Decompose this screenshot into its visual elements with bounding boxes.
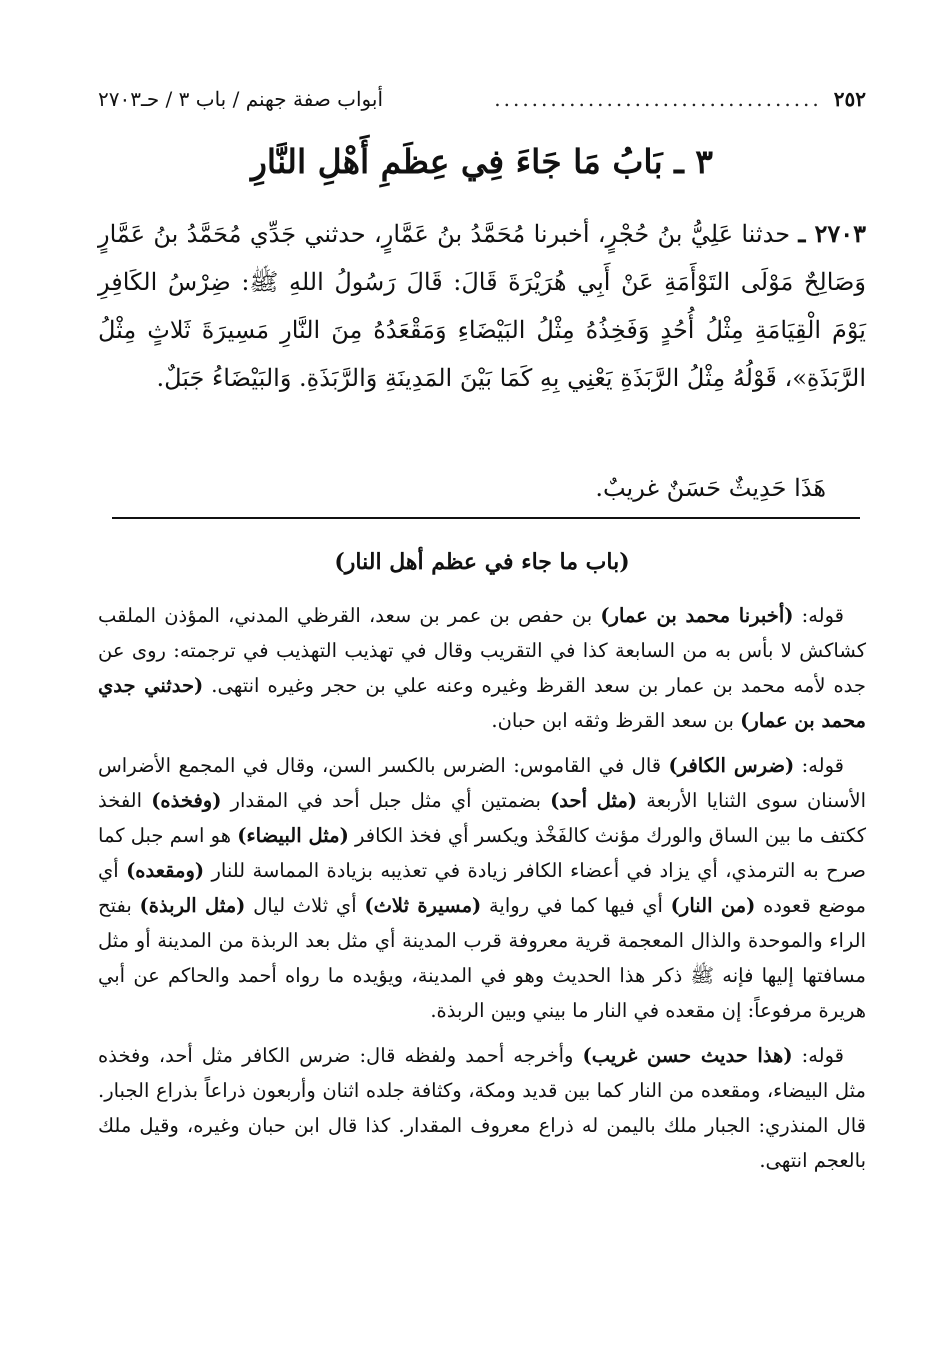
commentary-title: (باب ما جاء في عظم أهل النار) (334, 549, 630, 575)
commentary-quote: (مثل الربذة) (139, 894, 246, 917)
commentary-lead: قوله: (792, 1044, 845, 1067)
commentary-quote: (أخبرنا محمد بن عمار) (600, 604, 794, 627)
hadith-text (98, 210, 866, 402)
running-header (98, 82, 866, 116)
page-number: ٢٥٢ (833, 87, 866, 111)
commentary-quote: (مثل أحد) (550, 789, 638, 812)
commentary-paragraph (98, 748, 866, 1028)
commentary-text: أي موضع قعوده (98, 859, 866, 917)
commentary-text: بضمتين أي مثل جبل أحد في المقدار (221, 789, 551, 812)
running-header-title: أبواب صفة جهنم / باب ٣ / حـ٢٧٠٣ (98, 87, 384, 111)
commentary-quote: (حدثني جدي محمد بن عمار) (98, 674, 866, 732)
commentary-quote: (من النار) (670, 894, 756, 917)
leader-dots: ................................... (494, 87, 822, 111)
commentary-quote: (ضرس الكافر) (668, 754, 795, 777)
chapter-title: ٣ ـ بَابُ مَا جَاءَ فِي عِظَمِ أَهْلِ النَّارِ (250, 142, 714, 181)
commentary-lead: قوله: (793, 604, 844, 627)
commentary-text: بن سعد القرظ وثقه ابن حبان. (491, 709, 741, 732)
hadith-paragraph (98, 210, 866, 402)
commentary-quote: (هذا حديث حسن غريب) (582, 1044, 793, 1067)
commentary-paragraph (98, 598, 866, 738)
commentary-paragraph (98, 1038, 866, 1178)
commentary-text: أي فيها كما في رواية (481, 894, 671, 917)
commentary-text: هو اسم جبل كما صرح به الترمذي، أي يزاد في أعضاء الكافر زيادة في تعذيبه بزيادة المماسة للنار (98, 824, 866, 882)
hadith-grade: هَذَا حَدِيثٌ حَسَنٌ غريبٌ. (595, 474, 826, 502)
commentary-lead: قوله: (794, 754, 845, 777)
commentary-text: بن حفص بن عمر بن سعد، القرظي المدني، المؤذن الملقب كشاكش لا بأس به من السابعة كذا في التقريب وقال في تهذيب التهذيب في ترجمته: روى عن جده لأمه محمد بن عمار بن سعد القرظ وغيره وعنه علي بن حجر وغيره انتهى. (98, 604, 866, 697)
commentary-quote: (ومقعده) (126, 859, 205, 882)
hadith-number: ٢٧٠٣ ـ (798, 219, 866, 248)
hadith-body: حدثنا عَلِيُّ بنُ حُجْرٍ، أخبرنا مُحَمَّدُ بنُ عَمَّارٍ، حدثني جَدِّي مُحَمَّدُ بنُ عَمَّارٍ وَصَالِحٌ مَوْلَى التَوْأَمَةِ عَنْ أَبِي هُرَيْرَةَ قَالَ: قَالَ رَسُولُ اللهِ ﷺ: ضِرْسُ الكَافِرِ يَوْمَ الْقِيَامَةِ مِثْلُ أُحُدٍ وَفَخِذُهُ مِثْلُ البَيْضَاءِ وَمَقْعَدُهُ مِنَ النَّارِ مَسِيرَةَ ثَلاثٍ مِثْلُ الرَّبَذَةِ»، قَوْلُهُ مِثْلُ الرَّبَذَةِ يَعْنِي بِهِ كَمَا بَيْنَ المَدِينَةِ وَالرَّبَذَةِ. وَالبَيْضَاءُ جَبَلٌ. (98, 220, 866, 392)
commentary-text: بفتح الراء والموحدة والذال المعجمة قرية معروفة قرب المدينة أي مثل بعد الربذة من المدينة أو مثل مسافتها إليها فإنه ﷺ ذكر هذا الحديث وهو في المدينة، ويؤيده ما رواه أحمد والحاكم عن أبي هريرة مرفوعاً: إن مقعده في النار ما بيني وبين الربذة. (98, 894, 866, 1022)
commentary-quote: (مسيرة ثلاث) (364, 894, 482, 917)
commentary-text: الفخذ ككتف ما بين الساق والورك مؤنث كالفَخْذ ويكسر أي فخذ الكافر (98, 789, 866, 847)
separator-line (112, 517, 860, 519)
commentary (98, 598, 866, 1188)
commentary-text: وأخرجه أحمد ولفظه قال: ضرس الكافر مثل أحد، وفخذه مثل البيضاء، ومقعده من النار كما بين قديد ومكة، وكثافة جلده اثنان وأربعون ذراعاً بذراع الجبار. قال المنذري: الجبار ملك باليمن له ذراع معروف المقدار. كذا قال ابن حبان وغيره، وقيل ملك بالعجم انتهى. (98, 1044, 866, 1172)
commentary-quote: (مثل البيضاء) (237, 824, 349, 847)
commentary-text: قال في القاموس: الضرس بالكسر السن، وقال في المجمع الأضراس الأسنان سوى الثنايا الأربعة (98, 754, 866, 812)
commentary-quote: (وفخذه) (151, 789, 222, 812)
commentary-text: أي ثلاث ليال (245, 894, 365, 917)
